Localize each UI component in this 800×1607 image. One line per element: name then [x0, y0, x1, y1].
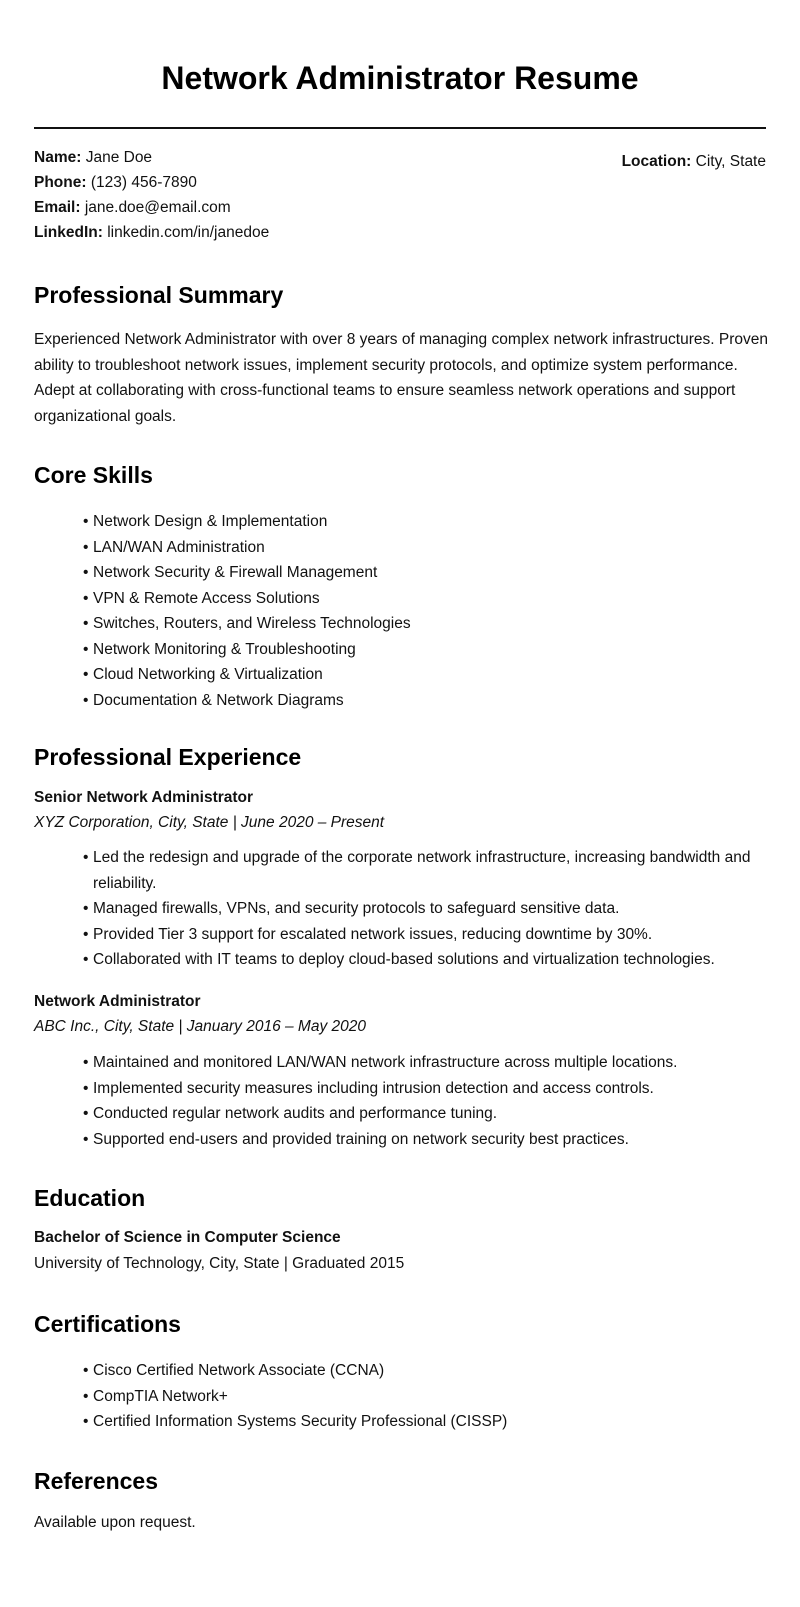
skills-heading: Core Skills [34, 462, 153, 488]
contact-location [622, 152, 766, 172]
skill-item: • LAN/WAN Administration [83, 535, 763, 561]
certification-item: • Certified Information Systems Security Professional (CISSP) [83, 1409, 763, 1435]
skill-item: • Cloud Networking & Virtualization [83, 662, 763, 688]
certifications-list [83, 1358, 763, 1435]
job-bullet: • Managed firewalls, VPNs, and security protocols to safeguard sensitive data. [83, 896, 763, 922]
job-bullet: • Maintained and monitored LAN/WAN network infrastructure across multiple locations. [83, 1050, 763, 1076]
email-label: Email: [34, 199, 81, 216]
skill-item: • Documentation & Network Diagrams [83, 688, 763, 714]
job-bullets [83, 845, 763, 973]
skill-item: • Network Design & Implementation [83, 509, 763, 535]
skill-item: • VPN & Remote Access Solutions [83, 586, 763, 612]
skills-list [83, 509, 763, 713]
summary-text: Experienced Network Administrator with over 8 years of managing complex network infrastructures. Proven ability to troubleshoot network issues, implement security protocols, and optimize system performance. Adept at collaborating with cross-functional teams to ensure seamless network operations and support organizational goals. [34, 331, 768, 425]
references-text: Available upon request. [34, 1514, 196, 1531]
job-title: Senior Network Administrator [34, 789, 254, 806]
references-heading: References [34, 1468, 159, 1494]
job-bullets [83, 1050, 763, 1152]
linkedin-value: linkedin.com/in/janedoe [107, 224, 270, 241]
skill-item: • Network Monitoring & Troubleshooting [83, 637, 763, 663]
phone-label: Phone: [34, 174, 87, 191]
email-value: jane.doe@email.com [84, 199, 231, 216]
job-meta: ABC Inc., City, State | January 2016 – May 2020 [34, 1018, 366, 1035]
job-bullet: • Led the redesign and upgrade of the corporate network infrastructure, increasing bandwidth and reliability. [83, 845, 763, 896]
contact-phone [34, 173, 197, 193]
contact-email [34, 198, 231, 218]
job-bullet: • Conducted regular network audits and performance tuning. [83, 1101, 763, 1127]
education-school: University of Technology, City, State | Graduated 2015 [34, 1255, 405, 1272]
education-heading: Education [34, 1185, 146, 1211]
certification-item: • Cisco Certified Network Associate (CCNA) [83, 1358, 763, 1384]
phone-value: (123) 456-7890 [90, 174, 197, 191]
job-bullet: • Implemented security measures including intrusion detection and access controls. [83, 1076, 763, 1102]
name-label: Name: [34, 149, 82, 166]
education-degree: Bachelor of Science in Computer Science [34, 1229, 341, 1246]
certification-item: • CompTIA Network+ [83, 1384, 763, 1410]
skill-item: • Switches, Routers, and Wireless Technologies [83, 611, 763, 637]
skill-item: • Network Security & Firewall Management [83, 560, 763, 586]
experience-heading: Professional Experience [34, 744, 302, 770]
linkedin-label: LinkedIn: [34, 224, 103, 241]
job-bullet: • Supported end-users and provided training on network security best practices. [83, 1127, 763, 1153]
summary-heading: Professional Summary [34, 282, 284, 308]
job-bullet: • Collaborated with IT teams to deploy cloud-based solutions and virtualization technologies. [83, 947, 763, 973]
title-divider [34, 127, 766, 129]
contact-name [34, 148, 152, 168]
page-title: Network Administrator Resume [161, 60, 639, 96]
certifications-heading: Certifications [34, 1311, 181, 1337]
location-value: City, State [695, 153, 766, 170]
job-meta: XYZ Corporation, City, State | June 2020 – Present [34, 814, 385, 831]
location-label: Location: [621, 153, 692, 170]
contact-linkedin [34, 223, 269, 243]
job-bullet: • Provided Tier 3 support for escalated network issues, reducing downtime by 30%. [83, 922, 763, 948]
name-value: Jane Doe [85, 149, 153, 166]
job-title: Network Administrator [34, 993, 201, 1010]
